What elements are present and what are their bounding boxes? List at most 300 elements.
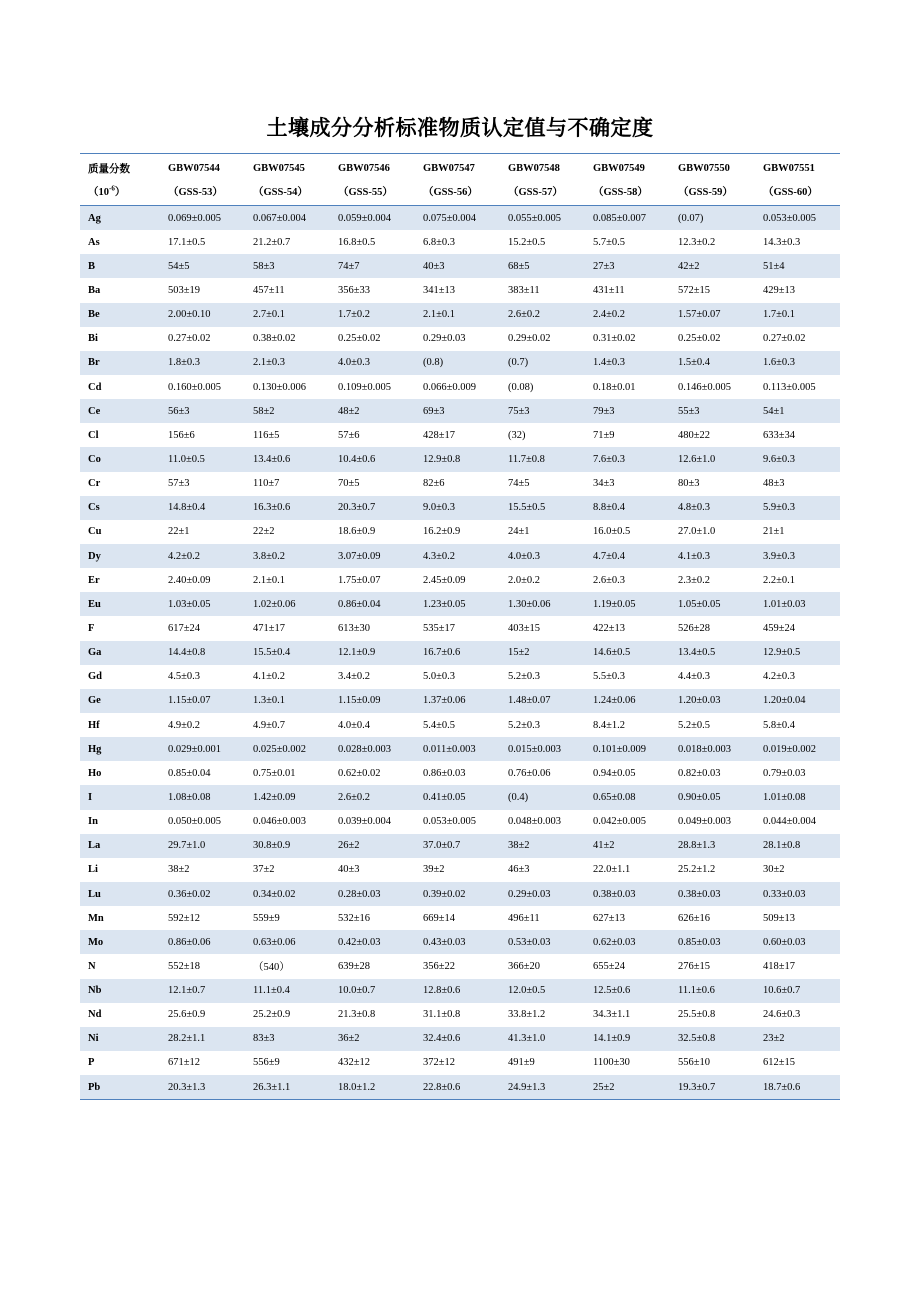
value-cell: 509±13 — [763, 912, 796, 924]
table-row — [80, 230, 840, 254]
unit-close: ） — [114, 187, 126, 198]
value-cell: 0.018±0.003 — [678, 743, 732, 755]
table-row — [80, 930, 840, 954]
value-cell: 0.053±0.005 — [423, 816, 477, 828]
value-cell: 26±2 — [338, 840, 360, 852]
table-row — [80, 834, 840, 858]
value-cell: 0.75±0.01 — [253, 767, 296, 779]
value-cell: 12.9±0.5 — [763, 647, 801, 659]
value-cell: 0.130±0.006 — [253, 381, 307, 393]
value-cell: 22.8±0.6 — [423, 1081, 461, 1093]
value-cell: 28.2±1.1 — [168, 1033, 206, 1045]
element-symbol: Ni — [88, 1033, 99, 1045]
value-cell: 2.1±0.1 — [423, 309, 456, 321]
value-cell: 156±6 — [168, 429, 195, 441]
value-cell: 3.07±0.09 — [338, 550, 381, 562]
element-symbol: Ge — [88, 695, 101, 707]
value-cell: 383±11 — [508, 284, 540, 296]
header-row-codes — [80, 157, 840, 180]
value-cell: 0.39±0.02 — [423, 888, 466, 900]
value-cell: 372±12 — [423, 1057, 456, 1069]
table-row — [80, 1051, 840, 1075]
value-cell: 0.90±0.05 — [678, 791, 721, 803]
value-cell: 22±1 — [168, 526, 190, 538]
value-cell: 22±2 — [253, 526, 275, 538]
element-symbol: Nd — [88, 1009, 102, 1021]
value-cell: 0.146±0.005 — [678, 381, 732, 393]
value-cell: 1.30±0.06 — [508, 598, 551, 610]
table-row — [80, 954, 840, 978]
value-cell: 0.066±0.009 — [423, 381, 477, 393]
value-cell: 0.055±0.005 — [508, 212, 562, 224]
table-row — [80, 882, 840, 906]
value-cell: 1.23±0.05 — [423, 598, 466, 610]
element-symbol: As — [88, 236, 100, 248]
value-cell: 1.03±0.05 — [168, 598, 211, 610]
value-cell: 0.38±0.02 — [253, 333, 296, 345]
table-row — [80, 1027, 840, 1051]
value-cell: 4.7±0.4 — [593, 550, 626, 562]
table-row — [80, 351, 840, 375]
value-cell: 0.38±0.03 — [593, 888, 636, 900]
value-cell: 0.27±0.02 — [763, 333, 806, 345]
header-gss: （GSS-55） — [338, 187, 393, 198]
value-cell: 0.86±0.04 — [338, 598, 381, 610]
element-symbol: Co — [88, 453, 101, 465]
value-cell: (32) — [508, 429, 526, 441]
value-cell: 10.4±0.6 — [338, 453, 376, 465]
element-symbol: N — [88, 960, 96, 972]
value-cell: 5.7±0.5 — [593, 236, 626, 248]
value-cell: 5.9±0.3 — [763, 502, 796, 514]
value-cell: 57±6 — [338, 429, 360, 441]
value-cell: 14.6±0.5 — [593, 647, 631, 659]
value-cell: 4.1±0.2 — [253, 671, 286, 683]
table-row — [80, 761, 840, 785]
value-cell: 0.053±0.005 — [763, 212, 817, 224]
element-symbol: Bi — [88, 333, 98, 345]
value-cell: 459±24 — [763, 622, 796, 634]
value-cell: 14.1±0.9 — [593, 1033, 631, 1045]
value-cell: (0.08) — [508, 381, 534, 393]
value-cell: 5.2±0.3 — [508, 719, 541, 731]
value-cell: (0.8) — [423, 357, 444, 369]
table-row — [80, 496, 840, 520]
value-cell: 16.7±0.6 — [423, 647, 461, 659]
value-cell: 28.8±1.3 — [678, 840, 716, 852]
value-cell: 38±2 — [508, 840, 530, 852]
value-cell: 0.29±0.03 — [508, 888, 551, 900]
value-cell: 0.25±0.02 — [678, 333, 721, 345]
value-cell: 9.6±0.3 — [763, 453, 796, 465]
table-row — [80, 1003, 840, 1027]
value-cell: 34±3 — [593, 478, 615, 490]
value-cell: 1.3±0.1 — [253, 695, 286, 707]
value-cell: 12.9±0.8 — [423, 453, 461, 465]
value-cell: 639±28 — [338, 960, 371, 972]
value-cell: 23±2 — [763, 1033, 785, 1045]
table-row — [80, 520, 840, 544]
value-cell: 15.5±0.5 — [508, 502, 546, 514]
value-cell: 0.075±0.004 — [423, 212, 477, 224]
value-cell: 0.109±0.005 — [338, 381, 392, 393]
value-cell: (0.4) — [508, 791, 529, 803]
value-cell: 617±24 — [168, 622, 201, 634]
value-cell: 15.5±0.4 — [253, 647, 291, 659]
table-row — [80, 858, 840, 882]
value-cell: 428±17 — [423, 429, 456, 441]
value-cell: 0.113±0.005 — [763, 381, 816, 393]
value-cell: 0.31±0.02 — [593, 333, 636, 345]
value-cell: 626±16 — [678, 912, 711, 924]
element-symbol: Ho — [88, 767, 102, 779]
value-cell: 42±2 — [678, 260, 700, 272]
header-code: GBW07546 — [338, 163, 390, 174]
value-cell: 0.76±0.06 — [508, 767, 551, 779]
element-symbol: Mn — [88, 912, 104, 924]
value-cell: 25.2±0.9 — [253, 1009, 291, 1021]
table-row — [80, 906, 840, 930]
value-cell: 2.6±0.2 — [508, 309, 541, 321]
value-cell: 0.085±0.007 — [593, 212, 647, 224]
value-cell: 0.60±0.03 — [763, 936, 806, 948]
element-symbol: Ce — [88, 405, 101, 417]
value-cell: 16.2±0.9 — [423, 526, 461, 538]
value-cell: 29.7±1.0 — [168, 840, 206, 852]
value-cell: 1.57±0.07 — [678, 309, 721, 321]
value-cell: 6.8±0.3 — [423, 236, 456, 248]
value-cell: 11.1±0.6 — [678, 985, 715, 997]
value-cell: 18.6±0.9 — [338, 526, 376, 538]
table-row — [80, 544, 840, 568]
value-cell: 71±9 — [593, 429, 615, 441]
value-cell: 74±7 — [338, 260, 360, 272]
value-cell: 0.25±0.02 — [338, 333, 381, 345]
value-cell: 116±5 — [253, 429, 280, 441]
element-symbol: Dy — [88, 550, 101, 562]
value-cell: 2.6±0.2 — [338, 791, 371, 803]
header-gss: （GSS-53） — [168, 187, 223, 198]
value-cell: 11.0±0.5 — [168, 453, 205, 465]
value-cell: (0.07) — [678, 212, 704, 224]
value-cell: 55±3 — [678, 405, 700, 417]
value-cell: 37±2 — [253, 864, 275, 876]
value-cell: 1.15±0.07 — [168, 695, 211, 707]
value-cell: 491±9 — [508, 1057, 535, 1069]
value-cell: 4.3±0.2 — [423, 550, 456, 562]
value-cell: 24.6±0.3 — [763, 1009, 801, 1021]
value-cell: 58±2 — [253, 405, 275, 417]
table-row — [80, 616, 840, 640]
element-symbol: Mo — [88, 936, 104, 948]
value-cell: 1.75±0.07 — [338, 574, 381, 586]
value-cell: 356±22 — [423, 960, 456, 972]
value-cell: 3.9±0.3 — [763, 550, 796, 562]
value-cell: 0.42±0.03 — [338, 936, 381, 948]
value-cell: 27±3 — [593, 260, 615, 272]
value-cell: 18.0±1.2 — [338, 1081, 376, 1093]
table-row — [80, 327, 840, 351]
table-row — [80, 254, 840, 278]
value-cell: 8.8±0.4 — [593, 502, 626, 514]
value-cell: 33.8±1.2 — [508, 1009, 546, 1021]
value-cell: 26.3±1.1 — [253, 1081, 291, 1093]
value-cell: 22.0±1.1 — [593, 864, 631, 876]
value-cell: 57±3 — [168, 478, 190, 490]
value-cell: (0.7) — [508, 357, 529, 369]
value-cell: 46±3 — [508, 864, 530, 876]
value-cell: 10.0±0.7 — [338, 985, 376, 997]
value-cell: 1.20±0.04 — [763, 695, 806, 707]
value-cell: 21±1 — [763, 526, 785, 538]
header-code: GBW07544 — [168, 163, 220, 174]
value-cell: 12.3±0.2 — [678, 236, 716, 248]
value-cell: 48±3 — [763, 478, 785, 490]
header-code: GBW07547 — [423, 163, 475, 174]
value-cell: 1.37±0.06 — [423, 695, 466, 707]
value-cell: 1.08±0.08 — [168, 791, 211, 803]
value-cell: 5.2±0.5 — [678, 719, 711, 731]
value-cell: 83±3 — [253, 1033, 275, 1045]
element-symbol: Gd — [88, 671, 103, 683]
element-symbol: Be — [88, 309, 100, 321]
value-cell: 2.6±0.3 — [593, 574, 626, 586]
value-cell: 82±6 — [423, 478, 445, 490]
value-cell: 15±2 — [508, 647, 530, 659]
value-cell: 0.069±0.005 — [168, 212, 222, 224]
data-table — [80, 153, 840, 1100]
value-cell: 80±3 — [678, 478, 700, 490]
value-cell: 1.48±0.07 — [508, 695, 551, 707]
value-cell: 2.00±0.10 — [168, 309, 211, 321]
header-label: 质量分数 — [88, 164, 130, 175]
value-cell: 418±17 — [763, 960, 796, 972]
table-row — [80, 278, 840, 302]
value-cell: 79±3 — [593, 405, 615, 417]
value-cell: 5.4±0.5 — [423, 719, 456, 731]
value-cell: 432±12 — [338, 1057, 371, 1069]
value-cell: 16.3±0.6 — [253, 502, 291, 514]
element-symbol: P — [88, 1057, 95, 1069]
value-cell: 0.34±0.02 — [253, 888, 296, 900]
value-cell: 0.86±0.03 — [423, 767, 466, 779]
value-cell: 13.4±0.5 — [678, 647, 716, 659]
value-cell: 1.01±0.03 — [763, 598, 806, 610]
value-cell: 28.1±0.8 — [763, 840, 801, 852]
table-row — [80, 641, 840, 665]
value-cell: 0.067±0.004 — [253, 212, 307, 224]
value-cell: 12.6±1.0 — [678, 453, 716, 465]
value-cell: 4.0±0.3 — [508, 550, 541, 562]
value-cell: 51±4 — [763, 260, 785, 272]
value-cell: 0.028±0.003 — [338, 743, 392, 755]
value-cell: 0.41±0.05 — [423, 791, 466, 803]
value-cell: 110±7 — [253, 478, 280, 490]
value-cell: 0.38±0.03 — [678, 888, 721, 900]
value-cell: 48±2 — [338, 405, 360, 417]
value-cell: 2.0±0.2 — [508, 574, 541, 586]
value-cell: 10.6±0.7 — [763, 985, 801, 997]
element-symbol: Br — [88, 357, 100, 369]
value-cell: 429±13 — [763, 284, 796, 296]
value-cell: 19.3±0.7 — [678, 1081, 716, 1093]
value-cell: 30.8±0.9 — [253, 840, 291, 852]
element-symbol: F — [88, 622, 95, 634]
value-cell: 38±2 — [168, 864, 190, 876]
value-cell: 0.049±0.003 — [678, 816, 732, 828]
value-cell: 25.6±0.9 — [168, 1009, 206, 1021]
value-cell: 0.019±0.002 — [763, 743, 817, 755]
table-row — [80, 206, 840, 230]
element-symbol: Lu — [88, 888, 101, 900]
value-cell: 24±1 — [508, 526, 530, 538]
element-symbol: Cu — [88, 526, 102, 538]
value-cell: 17.1±0.5 — [168, 236, 206, 248]
value-cell: 20.3±0.7 — [338, 502, 376, 514]
value-cell: 11.1±0.4 — [253, 985, 290, 997]
value-cell: 0.044±0.004 — [763, 816, 817, 828]
value-cell: 41.3±1.0 — [508, 1033, 546, 1045]
element-symbol: Hf — [88, 719, 100, 731]
value-cell: 68±5 — [508, 260, 530, 272]
value-cell: 74±5 — [508, 478, 530, 490]
header-code: GBW07549 — [593, 163, 645, 174]
value-cell: 612±15 — [763, 1057, 796, 1069]
page-title: 土壤成分分析标准物质认定值与不确定度 — [266, 116, 654, 140]
value-cell: 0.039±0.004 — [338, 816, 392, 828]
header-code: GBW07548 — [508, 163, 560, 174]
value-cell: 32.4±0.6 — [423, 1033, 461, 1045]
header-code: GBW07545 — [253, 163, 305, 174]
value-cell: 0.059±0.004 — [338, 212, 392, 224]
header-gss: （GSS-56） — [423, 187, 478, 198]
value-cell: 457±11 — [253, 284, 285, 296]
value-cell: 2.45±0.09 — [423, 574, 466, 586]
value-cell: 1100±30 — [593, 1057, 630, 1069]
value-cell: 592±12 — [168, 912, 201, 924]
value-cell: 25±2 — [593, 1081, 615, 1093]
value-cell: 2.1±0.3 — [253, 357, 286, 369]
element-symbol: Nb — [88, 985, 102, 997]
value-cell: 0.101±0.009 — [593, 743, 647, 755]
value-cell: 40±3 — [423, 260, 445, 272]
value-cell: 5.8±0.4 — [763, 719, 796, 731]
element-symbol: Cr — [88, 478, 101, 490]
value-cell: 471±17 — [253, 622, 286, 634]
value-cell: 0.82±0.03 — [678, 767, 721, 779]
value-cell: 403±15 — [508, 622, 541, 634]
value-cell: 4.4±0.3 — [678, 671, 711, 683]
header-gss: （GSS-57） — [508, 187, 563, 198]
value-cell: 58±3 — [253, 260, 275, 272]
value-cell: 0.53±0.03 — [508, 936, 551, 948]
value-cell: 1.8±0.3 — [168, 357, 201, 369]
value-cell: 503±19 — [168, 284, 201, 296]
value-cell: 9.0±0.3 — [423, 502, 456, 514]
value-cell: 40±3 — [338, 864, 360, 876]
table-row — [80, 472, 840, 496]
value-cell: 1.19±0.05 — [593, 598, 636, 610]
value-cell: 1.24±0.06 — [593, 695, 636, 707]
value-cell: 526±28 — [678, 622, 711, 634]
value-cell: 34.3±1.1 — [593, 1009, 631, 1021]
value-cell: 4.0±0.3 — [338, 357, 371, 369]
header-gss: （GSS-54） — [253, 187, 308, 198]
value-cell: （540） — [253, 961, 290, 973]
value-cell: 0.94±0.05 — [593, 767, 636, 779]
value-cell: 12.1±0.7 — [168, 985, 206, 997]
value-cell: 2.40±0.09 — [168, 574, 211, 586]
value-cell: 0.050±0.005 — [168, 816, 222, 828]
element-symbol: Hg — [88, 743, 102, 755]
table-row — [80, 303, 840, 327]
value-cell: 75±3 — [508, 405, 530, 417]
value-cell: 8.4±1.2 — [593, 719, 626, 731]
value-cell: 20.3±1.3 — [168, 1081, 206, 1093]
value-cell: 39±2 — [423, 864, 445, 876]
value-cell: 16.8±0.5 — [338, 236, 376, 248]
value-cell: 21.3±0.8 — [338, 1009, 376, 1021]
value-cell: 1.02±0.06 — [253, 598, 296, 610]
value-cell: 0.029±0.001 — [168, 743, 222, 755]
value-cell: 12.0±0.5 — [508, 985, 546, 997]
value-cell: 4.8±0.3 — [678, 502, 711, 514]
value-cell: 0.046±0.003 — [253, 816, 307, 828]
value-cell: 3.4±0.2 — [338, 671, 371, 683]
header-gss: （GSS-58） — [593, 187, 648, 198]
value-cell: 4.1±0.3 — [678, 550, 711, 562]
value-cell: 1.20±0.03 — [678, 695, 721, 707]
value-cell: 422±13 — [593, 622, 626, 634]
value-cell: 12.8±0.6 — [423, 985, 461, 997]
value-cell: 671±12 — [168, 1057, 201, 1069]
element-symbol: La — [88, 840, 101, 852]
value-cell: 3.8±0.2 — [253, 550, 286, 562]
element-symbol: Cl — [88, 429, 99, 441]
value-cell: 0.79±0.03 — [763, 767, 806, 779]
value-cell: 0.65±0.08 — [593, 791, 636, 803]
value-cell: 0.025±0.002 — [253, 743, 307, 755]
value-cell: 0.27±0.02 — [168, 333, 211, 345]
value-cell: 41±2 — [593, 840, 615, 852]
value-cell: 21.2±0.7 — [253, 236, 291, 248]
value-cell: 69±3 — [423, 405, 445, 417]
value-cell: 556±9 — [253, 1057, 280, 1069]
value-cell: 276±15 — [678, 960, 711, 972]
value-cell: 627±13 — [593, 912, 626, 924]
table-row — [80, 592, 840, 616]
value-cell: 14.4±0.8 — [168, 647, 206, 659]
value-cell: 572±15 — [678, 284, 711, 296]
value-cell: 5.5±0.3 — [593, 671, 626, 683]
value-cell: 2.4±0.2 — [593, 309, 626, 321]
table-row — [80, 447, 840, 471]
table-body — [80, 206, 840, 1099]
value-cell: 15.2±0.5 — [508, 236, 546, 248]
value-cell: 0.042±0.005 — [593, 816, 647, 828]
element-symbol: Pb — [88, 1081, 101, 1093]
value-cell: 1.01±0.08 — [763, 791, 806, 803]
value-cell: 14.8±0.4 — [168, 502, 206, 514]
header-code: GBW07550 — [678, 163, 730, 174]
value-cell: 4.5±0.3 — [168, 671, 201, 683]
element-symbol: B — [88, 260, 96, 272]
value-cell: 4.9±0.2 — [168, 719, 201, 731]
table-header — [80, 154, 840, 206]
element-symbol: Eu — [88, 598, 101, 610]
value-cell: 2.3±0.2 — [678, 574, 711, 586]
table-row — [80, 423, 840, 447]
